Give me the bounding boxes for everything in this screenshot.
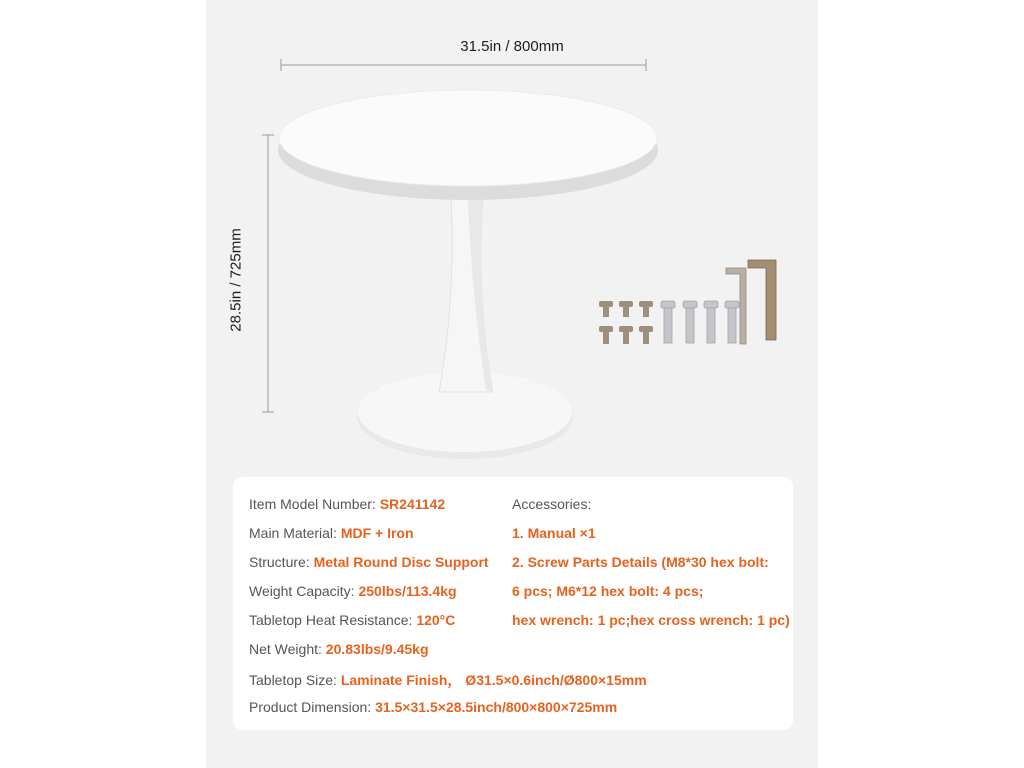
accessories-line: 1. Manual ×1 xyxy=(512,525,596,541)
accessories-illustration xyxy=(586,256,786,356)
accessories-line: 2. Screw Parts Details (M8*30 hex bolt: xyxy=(512,554,769,570)
spec-tabletop-size: Tabletop Size: Laminate Finish， Ø31.5×0.6inch/Ø800×15mm xyxy=(249,672,647,688)
width-dimension-label: 31.5in / 800mm xyxy=(460,38,564,55)
spec-product-dimension: Product Dimension: 31.5×31.5×28.5inch/800×800×725mm xyxy=(249,699,618,715)
spec-heat-resistance: Tabletop Heat Resistance: 120°C xyxy=(249,612,456,628)
M6*12-hex-bolt-icon xyxy=(599,301,653,344)
spec-main-material: Main Material: MDF + Iron xyxy=(249,525,414,541)
spec-weight-capacity: Weight Capacity: 250lbs/113.4kg xyxy=(249,583,457,599)
M8*30-hex-bolt-icon xyxy=(661,301,739,343)
hex-cross-wrench-icon xyxy=(748,260,776,340)
accessories-label: Accessories: xyxy=(512,496,592,512)
accessories-line: hex wrench: 1 pc;hex cross wrench: 1 pc) xyxy=(512,612,790,628)
height-dimension-label: 28.5in / 725mm xyxy=(227,228,245,332)
accessories-line: 6 pcs; M6*12 hex bolt: 4 pcs; xyxy=(512,583,704,599)
specification-card xyxy=(233,477,793,730)
spec-net-weight: Net Weight: 20.83lbs/9.45kg xyxy=(249,641,429,657)
spec-item-model-number: Item Model Number: SR241142 xyxy=(249,496,446,512)
spec-structure: Structure: Metal Round Disc Support xyxy=(249,554,489,570)
